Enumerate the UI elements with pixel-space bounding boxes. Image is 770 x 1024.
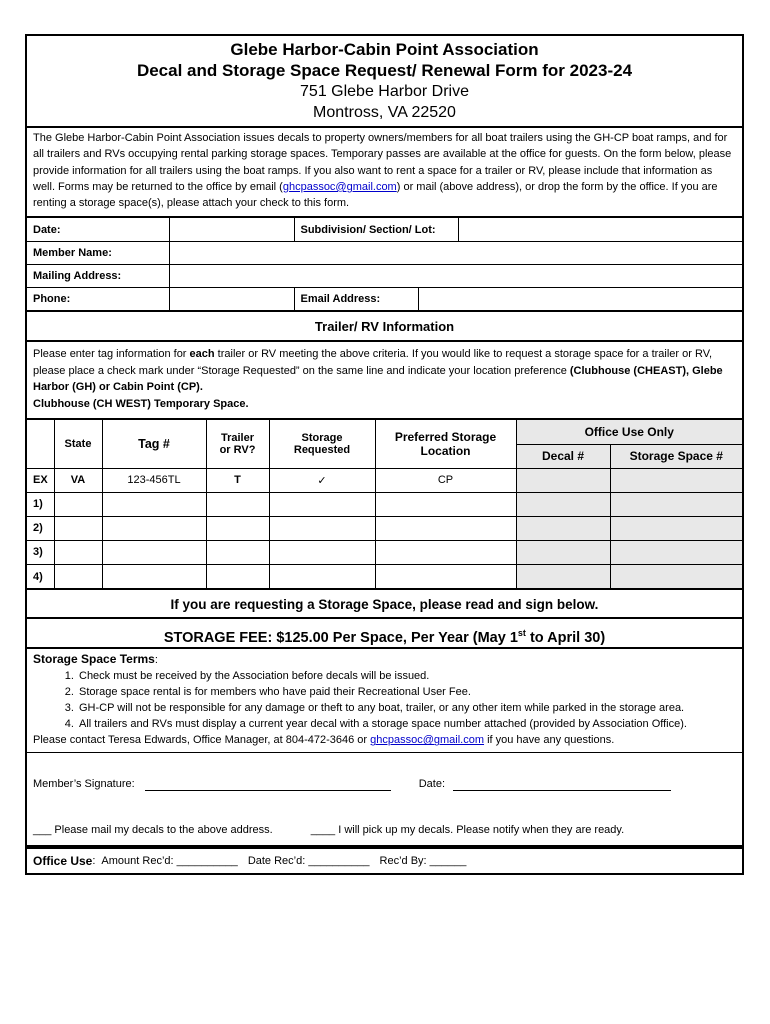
organization-name: Glebe Harbor-Cabin Point Association — [230, 40, 539, 59]
contact-email-link[interactable]: ghcpassoc@gmail.com — [370, 734, 485, 747]
col-office-use: Office Use Only — [516, 420, 742, 444]
example-tag: 123-456TL — [102, 468, 206, 492]
subdivision-label: Subdivision/ Section/ Lot: — [294, 218, 458, 241]
signature-label: Member’s Signature: — [33, 778, 135, 791]
state-cell[interactable] — [54, 540, 102, 564]
office-use-colon: : — [92, 855, 96, 868]
amount-received: Amount Rec’d: __________ — [101, 855, 238, 868]
instr-locations: (Clubhouse (CHEAST), Glebe Harbor (GH) or Cabin Point (CP). — [33, 364, 723, 394]
example-storage-space — [610, 468, 742, 492]
location-cell[interactable] — [375, 516, 516, 540]
col-storage-space: Storage Space # — [610, 444, 742, 468]
email-label: Email Address: — [294, 287, 418, 310]
trailer-table-section — [27, 420, 742, 590]
location-cell[interactable] — [375, 540, 516, 564]
address-line-1: 751 Glebe Harbor Drive — [300, 83, 469, 100]
trailer-table — [27, 420, 742, 588]
row-label: 1) — [27, 492, 54, 516]
intro-text-after: ) or mail (above address), or drop the form by the office. If you are renting a storage space(s), please attach your check to this form. — [33, 180, 718, 210]
col-state: State — [54, 420, 102, 468]
row-label: 4) — [27, 564, 54, 588]
instr-text-a: Please enter tag information for — [33, 348, 190, 361]
storage-terms — [27, 647, 742, 752]
decal-cell — [516, 516, 610, 540]
storage-space-cell — [610, 564, 742, 588]
contact-text-end: if you have any questions. — [484, 734, 615, 747]
office-use-label: Office Use — [33, 854, 93, 869]
row-label-header — [27, 420, 54, 468]
storage-cell[interactable] — [269, 564, 375, 588]
row-label: 2) — [27, 516, 54, 540]
member-info-section — [27, 218, 742, 312]
example-state: VA — [54, 468, 102, 492]
term-item: 1. Check must be received by the Association before decals will be issued. — [77, 668, 736, 684]
location-cell[interactable] — [375, 492, 516, 516]
date-label: Date: — [27, 218, 169, 241]
term-item: 3. GH-CP will not be responsible for any damage or theft to any boat, trailer, or any other item while parked in the storage area. — [77, 700, 736, 716]
table-row — [27, 492, 742, 516]
storage-cell[interactable] — [269, 516, 375, 540]
col-preferred-location: Preferred Storage Location — [375, 420, 516, 468]
email-field[interactable] — [418, 287, 742, 310]
storage-request-notice: If you are requesting a Storage Space, please read and sign below. — [27, 590, 742, 619]
trailer-instructions — [27, 342, 742, 420]
instr-each: each — [189, 348, 215, 361]
table-row — [27, 564, 742, 588]
terms-title: Storage Space Terms — [33, 652, 155, 667]
storage-fee — [27, 619, 742, 647]
intro-email-link[interactable]: ghcpassoc@gmail.com — [282, 180, 397, 193]
form-title: Decal and Storage Space Request/ Renewal Form for 2023-24 — [136, 61, 633, 80]
table-row — [27, 540, 742, 564]
address-line-2: Montross, VA 22520 — [313, 104, 456, 121]
signature-section — [27, 752, 742, 847]
storage-space-cell — [610, 540, 742, 564]
type-cell[interactable] — [206, 492, 269, 516]
instr-temporary: Clubhouse (CH WEST) Temporary Space. — [33, 397, 249, 410]
storage-space-cell — [610, 492, 742, 516]
decal-cell — [516, 564, 610, 588]
mailing-address-field[interactable] — [169, 264, 742, 287]
date-field[interactable] — [169, 218, 294, 241]
date-received: Date Rec’d: __________ — [247, 855, 370, 868]
tag-cell[interactable] — [102, 564, 206, 588]
col-storage-requested: Storage Requested — [269, 420, 375, 468]
location-cell[interactable] — [375, 564, 516, 588]
col-trailer-rv: Trailer or RV? — [206, 420, 269, 468]
example-label: EX — [27, 468, 54, 492]
fee-text: STORAGE FEE: $125.00 Per Space, Per Year (May 1 — [163, 630, 518, 647]
col-decal: Decal # — [516, 444, 610, 468]
table-row — [27, 516, 742, 540]
storage-cell[interactable] — [269, 492, 375, 516]
signature-date-label: Date: — [418, 778, 445, 791]
intro-text-before: The Glebe Harbor-Cabin Point Association issues decals to property owners/members for all boat trailers using the GH-CP boat ramps, and for all trailers and RVs occupying rental parking storage spaces. Temporary passes are available at the office for guests. On the form below, please provide information for all trailers using the boat ramps. If you also want to rent a space for a trailer or RV, please include that information as well. Forms may be returned to the office by email ( — [33, 132, 732, 193]
phone-field[interactable] — [169, 287, 294, 310]
terms-colon: : — [154, 654, 158, 667]
example-decal — [516, 468, 610, 492]
mailing-address-label: Mailing Address: — [27, 264, 169, 287]
example-location: CP — [375, 468, 516, 492]
storage-cell[interactable] — [269, 540, 375, 564]
storage-space-cell — [610, 516, 742, 540]
example-type: T — [206, 468, 269, 492]
state-cell[interactable] — [54, 564, 102, 588]
decal-cell — [516, 540, 610, 564]
state-cell[interactable] — [54, 516, 102, 540]
contact-line — [33, 732, 736, 748]
pickup-decals-option[interactable]: ____ I will pick up my decals. Please notify when they are ready. — [310, 824, 625, 837]
trailer-section-title: Trailer/ RV Information — [27, 312, 742, 342]
type-cell[interactable] — [206, 540, 269, 564]
type-cell[interactable] — [206, 516, 269, 540]
member-name-field[interactable] — [169, 241, 742, 264]
terms-list — [33, 668, 736, 732]
decal-cell — [516, 492, 610, 516]
form-header — [27, 36, 742, 128]
intro-paragraph — [27, 128, 742, 218]
signature-line[interactable] — [145, 778, 391, 791]
instr-text-b: trailer or RV meeting the above criteria. If you would like to request a storage space for a trailer or RV, please place a check mark under “Storage Requested” on the same line and indicate your location preference — [33, 348, 713, 377]
phone-label: Phone: — [27, 287, 169, 310]
col-tag: Tag # — [102, 420, 206, 468]
subdivision-field[interactable] — [458, 218, 742, 241]
member-name-label: Member Name: — [27, 241, 169, 264]
example-row — [27, 468, 742, 492]
state-cell[interactable] — [54, 492, 102, 516]
fee-text-end: to April 30) — [525, 630, 606, 647]
tag-cell[interactable] — [102, 492, 206, 516]
term-item: 4. All trailers and RVs must display a current year decal with a storage space number attached (provided by Association Office). — [77, 716, 736, 732]
received-by: Rec’d By: ______ — [379, 855, 467, 868]
mail-decals-option[interactable]: ___ Please mail my decals to the above address. — [33, 824, 273, 837]
contact-text: Please contact Teresa Edwards, Office Manager, at 804-472-3646 or — [33, 734, 371, 747]
row-label: 3) — [27, 540, 54, 564]
example-checkmark: ✓ — [269, 468, 375, 492]
tag-cell[interactable] — [102, 540, 206, 564]
decal-request-form — [25, 34, 744, 875]
fee-superscript: st — [517, 628, 526, 639]
tag-cell[interactable] — [102, 516, 206, 540]
signature-date-line[interactable] — [453, 778, 671, 791]
office-use-section — [27, 847, 742, 873]
term-item: 2. Storage space rental is for members who have paid their Recreational User Fee. — [77, 684, 736, 700]
type-cell[interactable] — [206, 564, 269, 588]
